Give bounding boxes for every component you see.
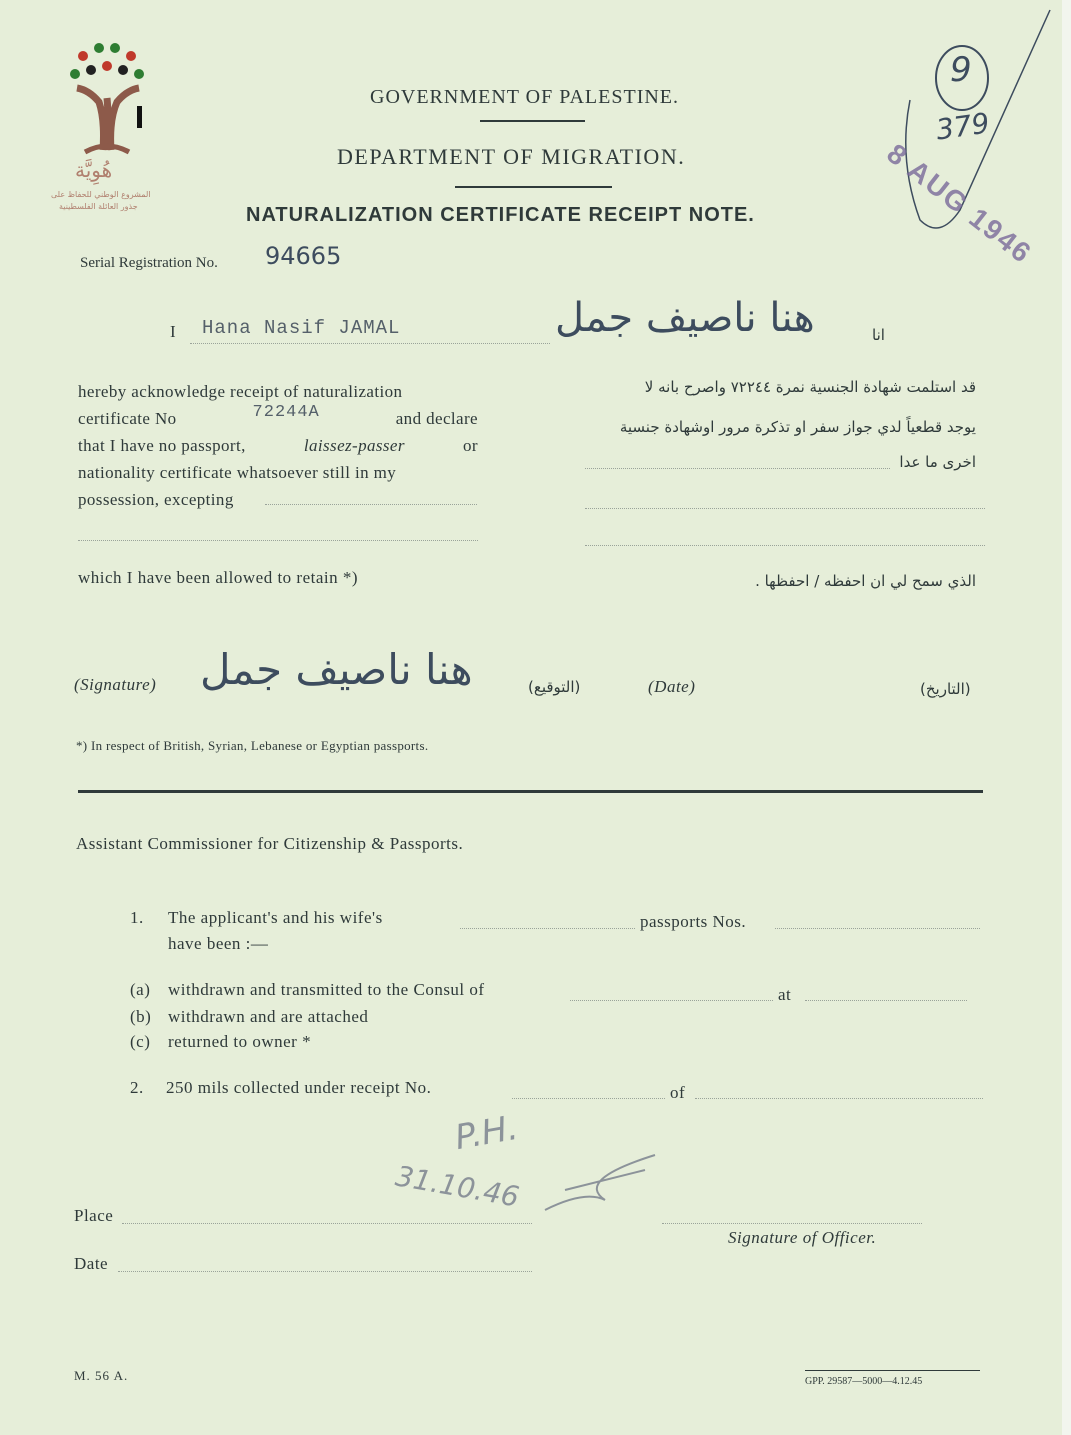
- certificate-number: 72244A: [252, 403, 320, 422]
- official-heading: Assistant Commissioner for Citizenship & Passports.: [76, 834, 464, 853]
- reference-number: 379: [933, 106, 992, 147]
- item-1-continuation: have been :—: [168, 934, 269, 953]
- handwritten-flourish-icon: [545, 1150, 665, 1220]
- arabic-prefix: انا: [872, 326, 885, 344]
- laissez-passer-text: laissez-passer: [303, 436, 405, 455]
- logo-tagline-1: المشروع الوطني للحفاظ على: [51, 190, 151, 199]
- logo-tagline-2: جذور العائلة الفلسطينية: [59, 202, 138, 211]
- signature-label-ar: (التوقيع): [528, 678, 581, 696]
- arabic-excepting-line: [585, 468, 890, 469]
- excepting-line-2: [78, 540, 478, 541]
- declaration-line-2a: certificate No: [78, 409, 177, 428]
- item-2-text: 250 mils collected under receipt No.: [166, 1078, 432, 1097]
- item-1-number: 1.: [130, 908, 144, 927]
- option-c-label: (c): [130, 1032, 151, 1051]
- logo: [51, 40, 155, 220]
- logo-name: هُوِيَّة: [75, 158, 113, 182]
- date-line: [118, 1271, 532, 1272]
- retain-text-en: which I have been allowed to retain *): [78, 568, 359, 587]
- declaration-line-3b: or: [463, 436, 478, 455]
- signature-label: (Signature): [74, 675, 157, 694]
- family-tree-icon: [55, 40, 155, 160]
- option-c-text: returned to owner *: [168, 1032, 312, 1051]
- arabic-line-3: [585, 545, 985, 546]
- circled-number: 9: [950, 50, 972, 90]
- option-b-label: (b): [130, 1007, 152, 1026]
- declaration-line-1: hereby acknowledge receipt of naturalization: [78, 382, 403, 401]
- item-1-line: [460, 928, 635, 929]
- form-code: M. 56 A.: [74, 1368, 129, 1383]
- officer-signature-line: [662, 1223, 922, 1224]
- date-label-ar: (التاريخ): [920, 680, 971, 698]
- declaration-line-3a: that I have no passport,: [78, 436, 246, 455]
- department-heading: DEPARTMENT OF MIGRATION.: [337, 144, 686, 169]
- consul-line: [570, 1000, 773, 1001]
- section-divider: [78, 790, 983, 793]
- footnote: *) In respect of British, Syrian, Lebanese or Egyptian passports.: [76, 738, 429, 753]
- handwritten-initials: P.H.: [452, 1107, 522, 1159]
- serial-value: 94665: [265, 242, 342, 270]
- at-line: [805, 1000, 967, 1001]
- item-2-of: of: [670, 1083, 686, 1102]
- declarant-name: Hana Nasif JAMAL: [202, 317, 401, 339]
- declaration-line-2b: and declare: [395, 409, 478, 428]
- printer-code: GPP. 29587—5000—4.12.45: [805, 1376, 923, 1387]
- item-2-number: 2.: [130, 1078, 144, 1097]
- place-label: Place: [74, 1206, 114, 1225]
- item-1-text: The applicant's and his wife's: [168, 908, 383, 927]
- handwritten-date: 31.10.46: [393, 1159, 522, 1214]
- header-rule-2: [455, 186, 612, 188]
- serial-label: Serial Registration No.: [80, 255, 218, 271]
- declaration-english: [78, 378, 478, 513]
- declaration-ar-line-2: يوجد قطعياً لدي جواز سفر او تذكرة مرور اوشهادة جنسية: [619, 418, 976, 436]
- excepting-line: [265, 504, 477, 505]
- option-a-text: withdrawn and transmitted to the Consul of: [168, 980, 485, 999]
- declarant-name-arabic: هنا ناصيف جمل: [555, 295, 815, 341]
- officer-signature-label: Signature of Officer.: [728, 1228, 877, 1247]
- receipt-line: [512, 1098, 665, 1099]
- place-line: [122, 1223, 532, 1224]
- declaration-ar-line-1: قد استلمت شهادة الجنسية نمرة ٧٢٢٤٤ واصرح بانه لا: [644, 378, 976, 396]
- declaration-line-5: possession, excepting: [78, 490, 234, 509]
- option-a-at: at: [778, 985, 792, 1004]
- item-1-passports: passports Nos.: [640, 912, 747, 931]
- name-line: [190, 343, 550, 344]
- date-label: (Date): [648, 677, 696, 696]
- date-stamp: 8 AUG 1946: [881, 137, 1038, 270]
- passports-line: [775, 928, 980, 929]
- option-b-text: withdrawn and are attached: [168, 1007, 369, 1026]
- government-heading: GOVERNMENT OF PALESTINE.: [370, 86, 680, 108]
- document-title: NATURALIZATION CERTIFICATE RECEIPT NOTE.: [246, 204, 755, 226]
- retain-text-ar: الذي سمح لي ان احفظه / احفظها .: [755, 572, 976, 590]
- of-line: [695, 1098, 983, 1099]
- declaration-line-4: nationality certificate whatsoever still in my: [78, 463, 397, 482]
- arabic-line-2: [585, 508, 985, 509]
- printer-rule: [805, 1370, 980, 1371]
- header-rule-1: [480, 120, 585, 122]
- declaration-ar-line-3: اخرى ما عدا: [899, 453, 976, 471]
- declarant-prefix: I: [170, 322, 177, 341]
- option-a-label: (a): [130, 980, 151, 999]
- applicant-signature: هنا ناصيف جمل: [200, 645, 473, 694]
- date-label-official: Date: [74, 1254, 109, 1273]
